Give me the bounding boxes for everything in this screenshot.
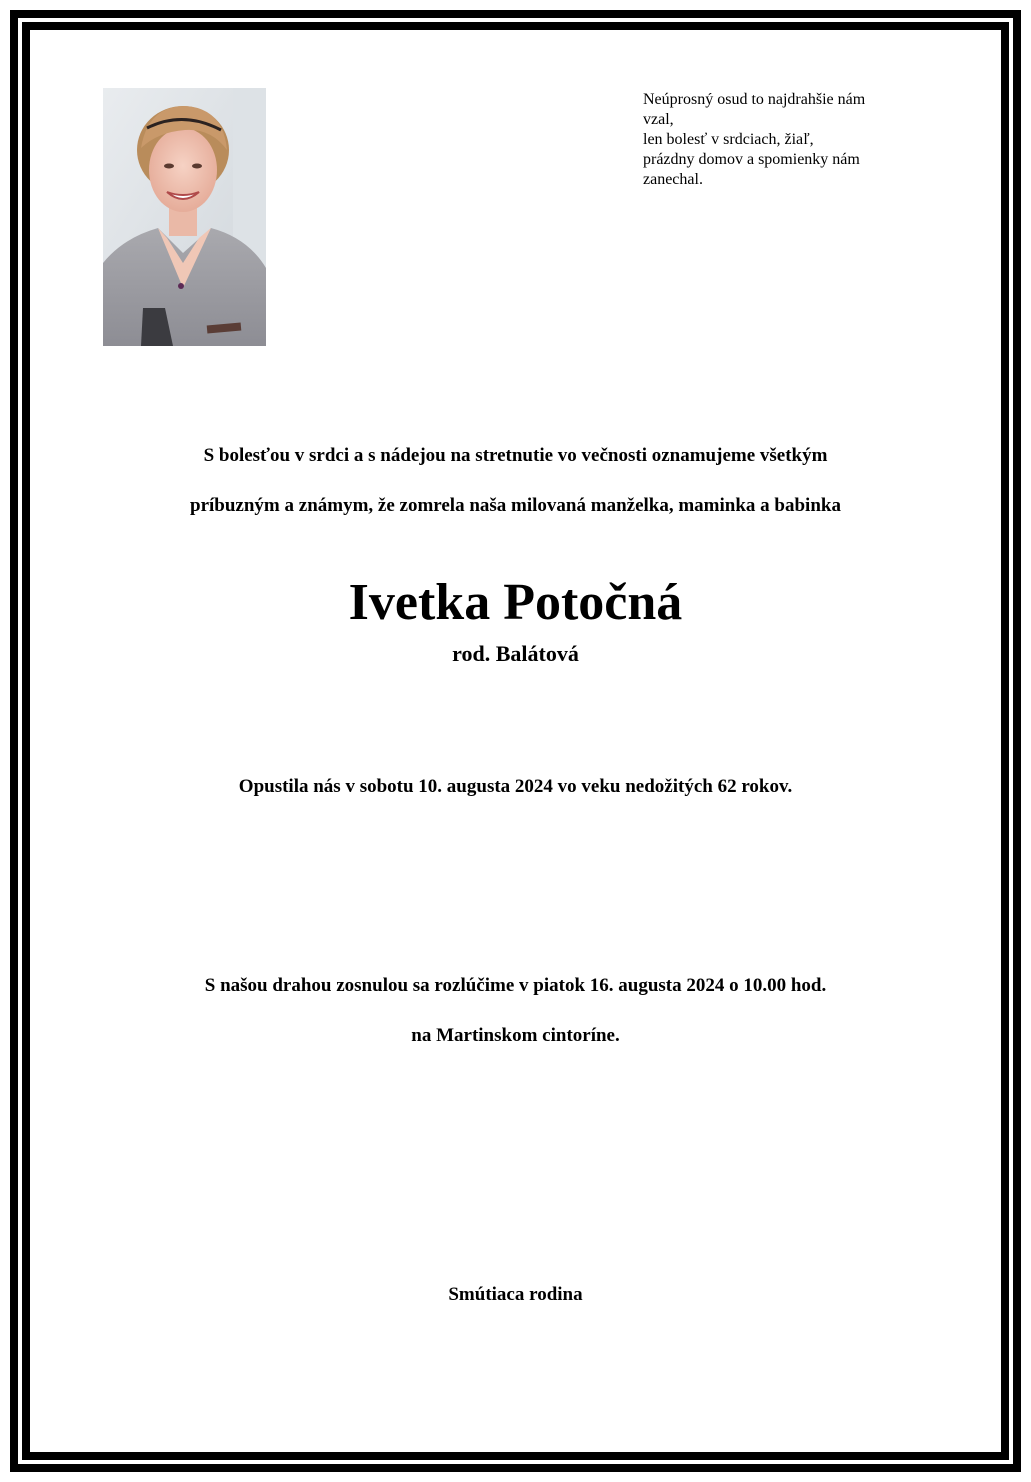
death-info: Opustila nás v sobotu 10. augusta 2024 vo veku nedožitých 62 rokov.: [238, 776, 793, 797]
poem-line: len bolesť v srdciach, žiaľ,: [643, 131, 814, 148]
maiden-name: rod. Balátová: [452, 641, 579, 666]
poem-line: Neúprosný osud to najdrahšie nám: [643, 91, 866, 108]
poem-line: vzal,: [643, 111, 674, 128]
poem-line: prázdny domov a spomienky nám: [643, 151, 860, 168]
signature: Smútiaca rodina: [448, 1284, 583, 1305]
announcement-intro-line1: S bolesťou v srdci a s nádejou na stretnutie vo večnosti oznamujeme všetkým: [203, 445, 828, 466]
poem-line: zanechal.: [643, 171, 703, 188]
deceased-name: Ivetka Potočná: [348, 574, 683, 631]
funeral-info-line1: S našou drahou zosnulou sa rozlúčime v piatok 16. augusta 2024 o 10.00 hod.: [204, 975, 827, 996]
memorial-poem: [643, 90, 913, 190]
announcement-intro-line2: príbuzným a známym, že zomrela naša milovaná manželka, maminka a babinka: [190, 495, 841, 516]
portrait-photo-icon: [103, 88, 266, 346]
portrait-photo: [103, 88, 266, 346]
funeral-info-line2: na Martinskom cintoríne.: [411, 1025, 620, 1046]
